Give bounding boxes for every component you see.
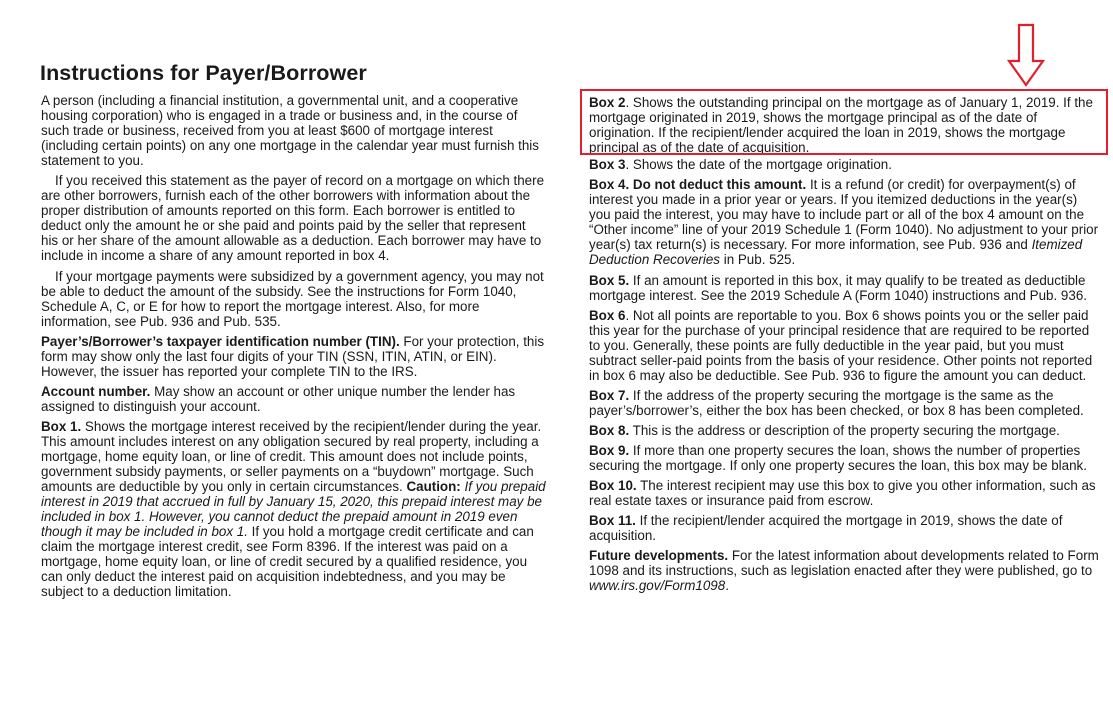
left-column <box>41 93 546 600</box>
box1-text: Shows the mortgage interest received by the recipient/lender during the year. This amount includes interest on any obligation secured by real property, including a mortgage, home equity loan, or line of credit. This amount does not include points, government subsidy payments, or seller payments on a “buydown” mortgage. Such amounts are deductible by you only in certain circumstances. <box>41 418 542 495</box>
box6-heading: Box 6 <box>589 307 626 323</box>
intro-paragraph: A person (including a financial institution, a governmental unit, and a cooperative housing corporation) who is engaged in a trade or business and, in the course of such trade or business, received from you at least $600 of mortgage interest (including certain points) on any one mortgage in the calendar year must furnish this statement to you. <box>41 93 539 169</box>
future-developments-text: For the latest information about developments related to Form 1098 and its instructions, such as legislation enacted after they were published, go to <box>589 548 1099 579</box>
page-title: Instructions for Payer/Borrower <box>40 61 367 85</box>
box10-heading: Box 10. <box>589 478 637 494</box>
box4-heading: Box 4. Do not deduct this amount. <box>589 177 807 193</box>
account-number-heading: Account number. <box>41 383 151 399</box>
box2-text: . Shows the outstanding principal on the mortgage as of January 1, 2019. If the mortgage originated in 2019, shows the mortgage principal as of the date of origination. If the recipient/lender acquired the loan in 2019, shows the mortgage principal as of the date of acquisition. <box>589 95 1093 156</box>
box7-paragraph <box>589 388 1099 418</box>
box9-paragraph <box>589 443 1099 473</box>
box11-text: If the recipient/lender acquired the mortgage in 2019, shows the date of acquisition. <box>589 513 1063 544</box>
box3-text: . Shows the date of the mortgage origination. <box>625 157 892 173</box>
box10-text: The interest recipient may use this box to give you other information, such as real estate taxes or insurance paid from escrow. <box>589 478 1096 509</box>
box1-paragraph <box>41 419 546 600</box>
future-developments-end: . <box>725 578 729 594</box>
box5-heading: Box 5. <box>589 272 630 288</box>
box6-text: . Not all points are reportable to you. Box 6 shows points you or the seller paid this year for the purchase of your principal residence that are required to be reported to you. Generally, these points are fully deductible in the year paid, but you must subtract seller-paid points from the basis of your residence. Other points not reported in box 6 may also be deductible. See Pub. 936 to figure the amount you can deduct. <box>589 307 1093 383</box>
box9-text: If more than one property secures the loan, shows the number of properties securing the mortgage. If only one property secures the loan, this box may be blank. <box>589 442 1087 474</box>
box11-paragraph <box>589 513 1099 543</box>
box3-paragraph <box>589 157 1099 172</box>
box1-heading: Box 1. <box>41 418 82 434</box>
box4-end-text: in Pub. 525. <box>720 252 796 268</box>
caution-text: If you prepaid interest in 2019 that accrued in full by January 15, 2020, this prepaid interest may be included in box 1. However, you cannot deduct the prepaid amount in 2019 even though it may be included in box 1. <box>41 479 546 540</box>
future-developments-heading: Future developments. <box>589 548 729 564</box>
subsidy-paragraph: If your mortgage payments were subsidized by a government agency, you may not be able to deduct the amount of the subsidy. See the instructions for Form 1040, Schedule A, C, or E for how to report the mortgage interest. Also, for more information, see Pub. 936 and Pub. 535. <box>41 268 544 329</box>
irs-url-link[interactable]: www.irs.gov/Form1098 <box>589 578 726 594</box>
box7-heading: Box 7. <box>589 387 630 403</box>
account-number-paragraph <box>41 384 546 414</box>
box2-highlight-outline <box>580 89 1108 155</box>
box5-paragraph <box>589 273 1099 303</box>
box7-text: If the address of the property securing the mortgage is the same as the payer’s/borrower’s, either the box has been checked, or box 8 has been completed. <box>589 387 1084 418</box>
box5-text: If an amount is reported in this box, it may qualify to be treated as deductible mortgage interest. See the 2019 Schedule A (Form 1040) instructions and Pub. 936. <box>589 272 1087 303</box>
box10-paragraph <box>589 478 1099 508</box>
box8-paragraph <box>589 423 1099 438</box>
box2-heading: Box 2 <box>589 95 626 110</box>
tin-paragraph <box>41 334 546 379</box>
box6-paragraph <box>589 308 1099 383</box>
right-column <box>589 95 1099 593</box>
box1-rest-text: If you hold a mortgage credit certificate and can claim the mortgage interest credit, see Form 8396. If the interest was paid on a mortgage, home equity loan, or line of credit secured by a qualified residence, you can only deduct the interest paid on acquisition indebtedness, and you may be subject to a deduction limitation. <box>41 524 534 600</box>
box3-heading: Box 3 <box>589 157 626 173</box>
account-number-text: May show an account or other unique number the lender has assigned to distinguish your account. <box>41 383 516 414</box>
caution-heading: Caution: <box>406 479 461 495</box>
tin-text: For your protection, this form may show only the last four digits of your TIN (SSN, ITIN, ATIN, or EIN). However, the issuer has reported your complete TIN to the IRS. <box>41 333 545 379</box>
box4-italic-text: Itemized Deduction Recoveries <box>589 237 1083 268</box>
box8-text: This is the address or description of the property securing the mortgage. <box>629 422 1060 438</box>
box4-paragraph <box>589 177 1099 267</box>
box4-text: It is a refund (or credit) for overpayment(s) of interest you made in a prior year or years. If you itemized deductions in the year(s) you paid the interest, you may have to include part or all of the box 4 amount on the “Other income” line of your 2019 Schedule 1 (Form 1040). No adjustment to your prior year(s) tax return(s) is necessary. For more information, see Pub. 936 and <box>589 177 1099 253</box>
box11-heading: Box 11. <box>589 513 636 529</box>
box8-heading: Box 8. <box>589 422 630 438</box>
box9-heading: Box 9. <box>589 442 630 458</box>
tin-heading: Payer’s/Borrower’s taxpayer identification number (TIN). <box>41 333 400 349</box>
down-arrow-icon <box>1006 23 1046 87</box>
future-developments-paragraph <box>589 548 1099 593</box>
other-borrowers-paragraph: If you received this statement as the payer of record on a mortgage on which there are other borrowers, furnish each of the other borrowers with information about the proper distribution of amounts reported on this form. Each borrower is entitled to deduct only the amount he or she paid and points paid by the seller that represent his or her share of the amount allowable as a deduction. Each borrower may have to include in income a share of any amount reported in box 4. <box>41 173 545 264</box>
